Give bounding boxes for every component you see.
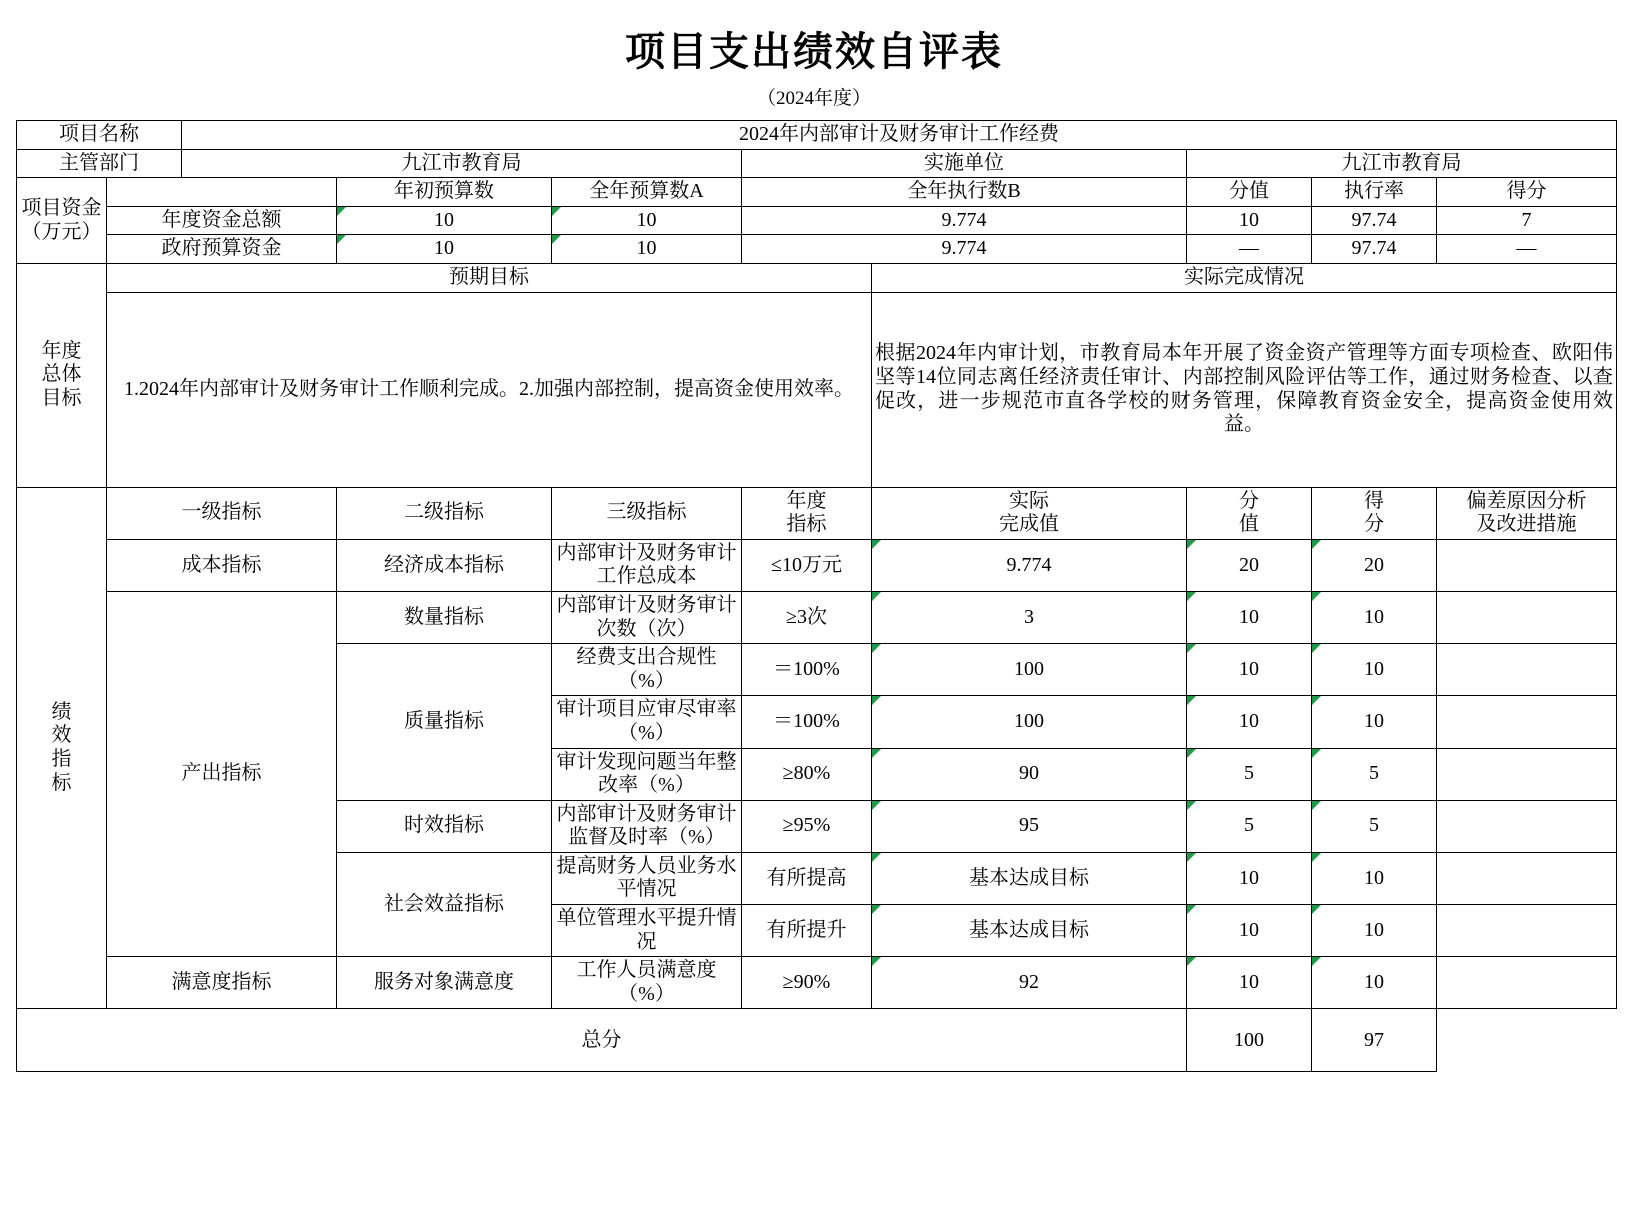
overall-label-line2: 总体 bbox=[41, 363, 82, 386]
indicator-1-level1: 产出指标 bbox=[107, 591, 337, 956]
col-actual-value bbox=[872, 487, 1187, 539]
col-indicator-value bbox=[1187, 487, 1312, 539]
evaluation-table bbox=[16, 120, 1617, 1072]
col-deviation-line1: 偏差原因分析 bbox=[1466, 489, 1587, 512]
indicator-5-score: 5 bbox=[1312, 800, 1437, 852]
indicator-4-actual: 90 bbox=[872, 748, 1187, 800]
table-row-total bbox=[17, 1009, 1617, 1072]
indicator-0-actual: 9.774 bbox=[872, 539, 1187, 591]
indicator-1-actual: 3 bbox=[872, 591, 1187, 643]
indicator-2-level2: 质量指标 bbox=[337, 644, 552, 801]
indicator-3-level3: 审计项目应审尽审率（%） bbox=[552, 696, 742, 748]
indicator-5-target: ≥95% bbox=[742, 800, 872, 852]
indicator-4-value: 5 bbox=[1187, 748, 1312, 800]
indicator-6-target: 有所提高 bbox=[742, 852, 872, 904]
indicator-6-score: 10 bbox=[1312, 852, 1437, 904]
funds-header-spacer bbox=[107, 178, 337, 207]
col-exec-rate: 执行率 bbox=[1312, 178, 1437, 207]
indicator-5-level3: 内部审计及财务审计监督及时率（%） bbox=[552, 800, 742, 852]
indicator-0-value: 20 bbox=[1187, 539, 1312, 591]
funds-row-label-line1: 项目资金 bbox=[21, 196, 102, 219]
col-year-budget: 全年预算数A bbox=[552, 178, 742, 207]
total-value: 100 bbox=[1187, 1009, 1312, 1072]
col-annual-target-line1: 年度 bbox=[786, 489, 827, 512]
indicator-2-score: 10 bbox=[1312, 644, 1437, 696]
indicator-8-level3: 工作人员满意度（%） bbox=[552, 957, 742, 1009]
indicator-side-label-2: 效 bbox=[51, 724, 72, 747]
actual-result-header: 实际完成情况 bbox=[872, 263, 1617, 292]
table-row bbox=[17, 591, 1617, 643]
col-level1: 一级指标 bbox=[107, 487, 337, 539]
col-actual-line1: 实际 bbox=[1009, 489, 1049, 512]
funds-row-1-label: 政府预算资金 bbox=[107, 235, 337, 264]
indicator-6-actual: 基本达成目标 bbox=[872, 852, 1187, 904]
indicator-8-target: ≥90% bbox=[742, 957, 872, 1009]
funds-row-label-line2: （万元） bbox=[21, 220, 102, 243]
col-deviation-line2: 及改进措施 bbox=[1476, 513, 1577, 536]
indicator-2-actual: 100 bbox=[872, 644, 1187, 696]
funds-row-1-score: — bbox=[1437, 235, 1617, 264]
table-row-gov-budget bbox=[17, 235, 1617, 264]
indicator-2-deviation bbox=[1437, 644, 1617, 696]
total-label: 总分 bbox=[17, 1009, 1187, 1072]
table-row bbox=[17, 957, 1617, 1009]
indicator-4-target: ≥80% bbox=[742, 748, 872, 800]
expected-goal-header: 预期目标 bbox=[107, 263, 872, 292]
indicator-7-value: 10 bbox=[1187, 905, 1312, 957]
indicator-5-deviation bbox=[1437, 800, 1617, 852]
indicator-side-label bbox=[17, 487, 107, 1009]
indicator-2-level3: 经费支出合规性（%） bbox=[552, 644, 742, 696]
col-score-value: 分值 bbox=[1187, 178, 1312, 207]
page-title: 项目支出绩效自评表 bbox=[625, 28, 1003, 75]
indicator-3-deviation bbox=[1437, 696, 1617, 748]
indicator-2-value: 10 bbox=[1187, 644, 1312, 696]
col-actual-line2: 完成值 bbox=[999, 513, 1059, 536]
indicator-0-score: 20 bbox=[1312, 539, 1437, 591]
funds-row-0-score: 7 bbox=[1437, 206, 1617, 235]
funds-row-1-exec: 9.774 bbox=[742, 235, 1187, 264]
indicator-0-level3: 内部审计及财务审计工作总成本 bbox=[552, 539, 742, 591]
indicator-0-deviation bbox=[1437, 539, 1617, 591]
table-row-funds-header bbox=[17, 178, 1617, 207]
indicator-2-target: ＝100% bbox=[742, 644, 872, 696]
indicator-side-label-3: 指 bbox=[51, 748, 72, 770]
project-name-value: 2024年内部审计及财务审计工作经费 bbox=[182, 121, 1617, 150]
funds-row-1-value: — bbox=[1187, 235, 1312, 264]
indicator-8-deviation bbox=[1437, 957, 1617, 1009]
table-row-overall-header bbox=[17, 263, 1617, 292]
indicator-4-score: 5 bbox=[1312, 748, 1437, 800]
table-row bbox=[17, 539, 1617, 591]
indicator-8-level1: 满意度指标 bbox=[107, 957, 337, 1009]
table-row-total-funds bbox=[17, 206, 1617, 235]
col-value-line2: 值 bbox=[1239, 513, 1259, 536]
indicator-0-target: ≤10万元 bbox=[742, 539, 872, 591]
indicator-3-value: 10 bbox=[1187, 696, 1312, 748]
supervising-dept-value: 九江市教育局 bbox=[182, 149, 742, 178]
actual-result-text: 根据2024年内审计划，市教育局本年开展了资金资产管理等方面专项检查、欧阳伟坚等14位同志离任经济责任审计、内部控制风险评估等工作，通过财务检查、以查促改，进一步规范市直各学校的财务管理，保障教育资金安全，提高资金使用效益。 bbox=[872, 292, 1617, 487]
funds-row-0-value: 10 bbox=[1187, 206, 1312, 235]
implementing-unit-label: 实施单位 bbox=[742, 149, 1187, 178]
col-annual-target-line2: 指标 bbox=[786, 513, 827, 536]
table-row-departments bbox=[17, 149, 1617, 178]
col-score-line2: 分 bbox=[1364, 513, 1384, 536]
indicator-3-actual: 100 bbox=[872, 696, 1187, 748]
indicator-0-level1: 成本指标 bbox=[107, 539, 337, 591]
indicator-7-deviation bbox=[1437, 905, 1617, 957]
table-row-project-name bbox=[17, 121, 1617, 150]
indicator-8-level2: 服务对象满意度 bbox=[337, 957, 552, 1009]
indicator-0-level2: 经济成本指标 bbox=[337, 539, 552, 591]
funds-row-1-begin: 10 bbox=[337, 235, 552, 264]
indicator-7-actual: 基本达成目标 bbox=[872, 905, 1187, 957]
indicator-6-value: 10 bbox=[1187, 852, 1312, 904]
total-score: 97 bbox=[1312, 1009, 1437, 1072]
indicator-5-value: 5 bbox=[1187, 800, 1312, 852]
indicator-side-label-1: 绩 bbox=[51, 700, 72, 723]
funds-row-0-budget: 10 bbox=[552, 206, 742, 235]
project-name-label: 项目名称 bbox=[17, 121, 182, 150]
indicator-side-label-4: 标 bbox=[51, 771, 72, 794]
col-annual-target bbox=[742, 487, 872, 539]
indicator-4-deviation bbox=[1437, 748, 1617, 800]
implementing-unit-value: 九江市教育局 bbox=[1187, 149, 1617, 178]
indicator-4-level3: 审计发现问题当年整改率（%） bbox=[552, 748, 742, 800]
funds-row-0-begin: 10 bbox=[337, 206, 552, 235]
indicator-7-level3: 单位管理水平提升情况 bbox=[552, 905, 742, 957]
funds-row-0-exec: 9.774 bbox=[742, 206, 1187, 235]
table-row-overall-content bbox=[17, 292, 1617, 487]
indicator-5-level2: 时效指标 bbox=[337, 800, 552, 852]
table-row-indicator-header bbox=[17, 487, 1617, 539]
indicator-1-target: ≥3次 bbox=[742, 591, 872, 643]
indicator-6-deviation bbox=[1437, 852, 1617, 904]
col-level3: 三级指标 bbox=[552, 487, 742, 539]
indicator-6-level2: 社会效益指标 bbox=[337, 852, 552, 956]
funds-row-0-rate: 97.74 bbox=[1312, 206, 1437, 235]
indicator-1-score: 10 bbox=[1312, 591, 1437, 643]
total-empty bbox=[1437, 1009, 1617, 1072]
expected-goal-text: 1.2024年内部审计及财务审计工作顺利完成。2.加强内部控制，提高资金使用效率。 bbox=[107, 292, 872, 487]
indicator-1-level2: 数量指标 bbox=[337, 591, 552, 643]
indicator-7-target: 有所提升 bbox=[742, 905, 872, 957]
col-score-line1: 得 bbox=[1364, 489, 1384, 512]
col-level2: 二级指标 bbox=[337, 487, 552, 539]
overall-row-label bbox=[17, 263, 107, 487]
indicator-7-score: 10 bbox=[1312, 905, 1437, 957]
col-score: 得分 bbox=[1437, 178, 1617, 207]
col-indicator-score bbox=[1312, 487, 1437, 539]
funds-row-0-label: 年度资金总额 bbox=[107, 206, 337, 235]
indicator-3-score: 10 bbox=[1312, 696, 1437, 748]
indicator-5-actual: 95 bbox=[872, 800, 1187, 852]
indicator-8-actual: 92 bbox=[872, 957, 1187, 1009]
indicator-3-target: ＝100% bbox=[742, 696, 872, 748]
overall-label-line1: 年度 bbox=[41, 339, 82, 362]
supervising-dept-label: 主管部门 bbox=[17, 149, 182, 178]
overall-label-line3: 目标 bbox=[41, 387, 82, 410]
page-subtitle: （2024年度） bbox=[756, 88, 871, 109]
indicator-6-level3: 提高财务人员业务水平情况 bbox=[552, 852, 742, 904]
funds-row-1-rate: 97.74 bbox=[1312, 235, 1437, 264]
indicator-1-level3: 内部审计及财务审计次数（次） bbox=[552, 591, 742, 643]
indicator-8-value: 10 bbox=[1187, 957, 1312, 1009]
funds-row-label bbox=[17, 178, 107, 264]
col-deviation bbox=[1437, 487, 1617, 539]
indicator-1-value: 10 bbox=[1187, 591, 1312, 643]
col-begin-budget: 年初预算数 bbox=[337, 178, 552, 207]
col-value-line1: 分 bbox=[1239, 489, 1259, 512]
funds-row-1-budget: 10 bbox=[552, 235, 742, 264]
col-year-exec: 全年执行数B bbox=[742, 178, 1187, 207]
indicator-1-deviation bbox=[1437, 591, 1617, 643]
indicator-8-score: 10 bbox=[1312, 957, 1437, 1009]
